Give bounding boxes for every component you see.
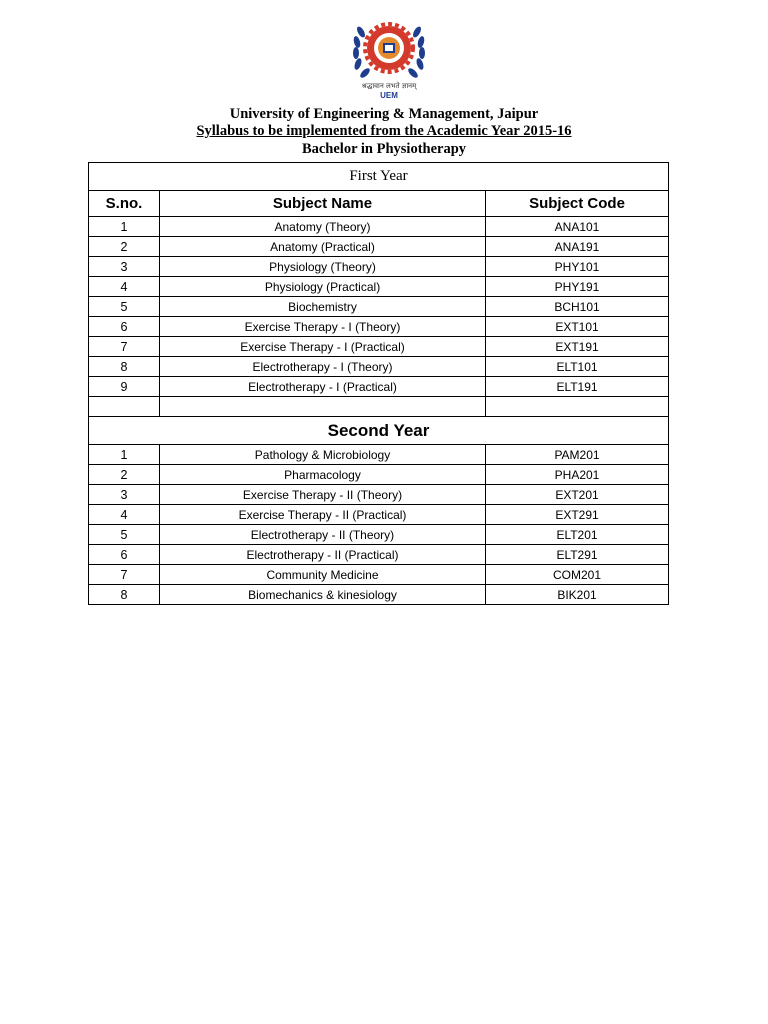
column-header-subject: Subject Name — [160, 191, 486, 217]
program-title: Bachelor in Physiotherapy — [301, 141, 467, 157]
table-row — [89, 237, 669, 257]
sno-cell: 4 — [89, 505, 160, 525]
sno-cell: 4 — [89, 277, 160, 297]
table-row — [89, 337, 669, 357]
first-year-header-row — [89, 163, 669, 191]
second-year-header-row — [89, 417, 669, 445]
subject-name-cell: Exercise Therapy - II (Practical) — [160, 505, 486, 525]
subject-code-cell: BCH101 — [486, 297, 669, 317]
table-row — [89, 217, 669, 237]
subject-name-cell: Biomechanics & kinesiology — [160, 585, 486, 605]
logo-abbr: UEM — [380, 91, 398, 100]
subject-code-cell: PAM201 — [486, 445, 669, 465]
subject-name-cell: Electrotherapy - II (Practical) — [160, 545, 486, 565]
sno-cell: 2 — [89, 465, 160, 485]
sno-cell: 6 — [89, 545, 160, 565]
subject-code-cell: ANA101 — [486, 217, 669, 237]
subject-name-cell: Electrotherapy - I (Practical) — [160, 377, 486, 397]
sno-cell: 5 — [89, 297, 160, 317]
logo-motto: श्रद्धावान लभते ज्ञानम् — [361, 82, 417, 90]
blank-cell — [160, 397, 486, 417]
table-row — [89, 585, 669, 605]
subject-name-cell: Exercise Therapy - I (Practical) — [160, 337, 486, 357]
table-row — [89, 317, 669, 337]
blank-cell — [486, 397, 669, 417]
subject-name-cell: Biochemistry — [160, 297, 486, 317]
table-row — [89, 545, 669, 565]
subject-code-cell: EXT191 — [486, 337, 669, 357]
table-row — [89, 565, 669, 585]
sno-cell: 2 — [89, 237, 160, 257]
uem-logo — [347, 10, 431, 102]
subject-code-cell: ELT291 — [486, 545, 669, 565]
syllabus-title: Syllabus to be implemented from the Academic Year 2015-16 — [196, 123, 572, 139]
table-row — [89, 445, 669, 465]
subject-code-cell: PHY191 — [486, 277, 669, 297]
subject-name-cell: Pathology & Microbiology — [160, 445, 486, 465]
second-year-title: Second Year — [89, 417, 669, 445]
subject-code-cell: EXT201 — [486, 485, 669, 505]
sno-cell: 6 — [89, 317, 160, 337]
sno-cell: 3 — [89, 257, 160, 277]
blank-cell — [89, 397, 160, 417]
sno-cell: 8 — [89, 585, 160, 605]
blank-row — [89, 397, 669, 417]
column-header-code: Subject Code — [486, 191, 669, 217]
sno-cell: 7 — [89, 565, 160, 585]
subject-name-cell: Electrotherapy - I (Theory) — [160, 357, 486, 377]
syllabus-table — [88, 162, 669, 605]
table-row — [89, 297, 669, 317]
subject-code-cell: EXT291 — [486, 505, 669, 525]
subject-code-cell: ANA191 — [486, 237, 669, 257]
sno-cell: 8 — [89, 357, 160, 377]
sno-cell: 7 — [89, 337, 160, 357]
subject-name-cell: Exercise Therapy - II (Theory) — [160, 485, 486, 505]
sno-cell: 9 — [89, 377, 160, 397]
subject-code-cell: PHY101 — [486, 257, 669, 277]
subject-name-cell: Pharmacology — [160, 465, 486, 485]
column-header-sno: S.no. — [89, 191, 160, 217]
subject-code-cell: EXT101 — [486, 317, 669, 337]
subject-name-cell: Exercise Therapy - I (Theory) — [160, 317, 486, 337]
subject-code-cell: PHA201 — [486, 465, 669, 485]
subject-code-cell: BIK201 — [486, 585, 669, 605]
table-row — [89, 257, 669, 277]
subject-name-cell: Community Medicine — [160, 565, 486, 585]
subject-name-cell: Anatomy (Practical) — [160, 237, 486, 257]
sno-cell: 1 — [89, 217, 160, 237]
subject-name-cell: Physiology (Theory) — [160, 257, 486, 277]
university-title: University of Engineering & Management, Jaipur — [229, 106, 539, 122]
table-row — [89, 277, 669, 297]
subject-name-cell: Electrotherapy - II (Theory) — [160, 525, 486, 545]
table-row — [89, 485, 669, 505]
subject-code-cell: ELT191 — [486, 377, 669, 397]
column-header-row — [89, 191, 669, 217]
table-row — [89, 525, 669, 545]
uem-emblem-icon — [347, 10, 431, 102]
sno-cell: 3 — [89, 485, 160, 505]
sno-cell: 5 — [89, 525, 160, 545]
sno-cell: 1 — [89, 445, 160, 465]
table-row — [89, 505, 669, 525]
subject-name-cell: Physiology (Practical) — [160, 277, 486, 297]
subject-code-cell: ELT201 — [486, 525, 669, 545]
table-row — [89, 465, 669, 485]
table-row — [89, 377, 669, 397]
subject-code-cell: COM201 — [486, 565, 669, 585]
table-row — [89, 357, 669, 377]
subject-name-cell: Anatomy (Theory) — [160, 217, 486, 237]
first-year-title: First Year — [89, 163, 669, 191]
subject-code-cell: ELT101 — [486, 357, 669, 377]
